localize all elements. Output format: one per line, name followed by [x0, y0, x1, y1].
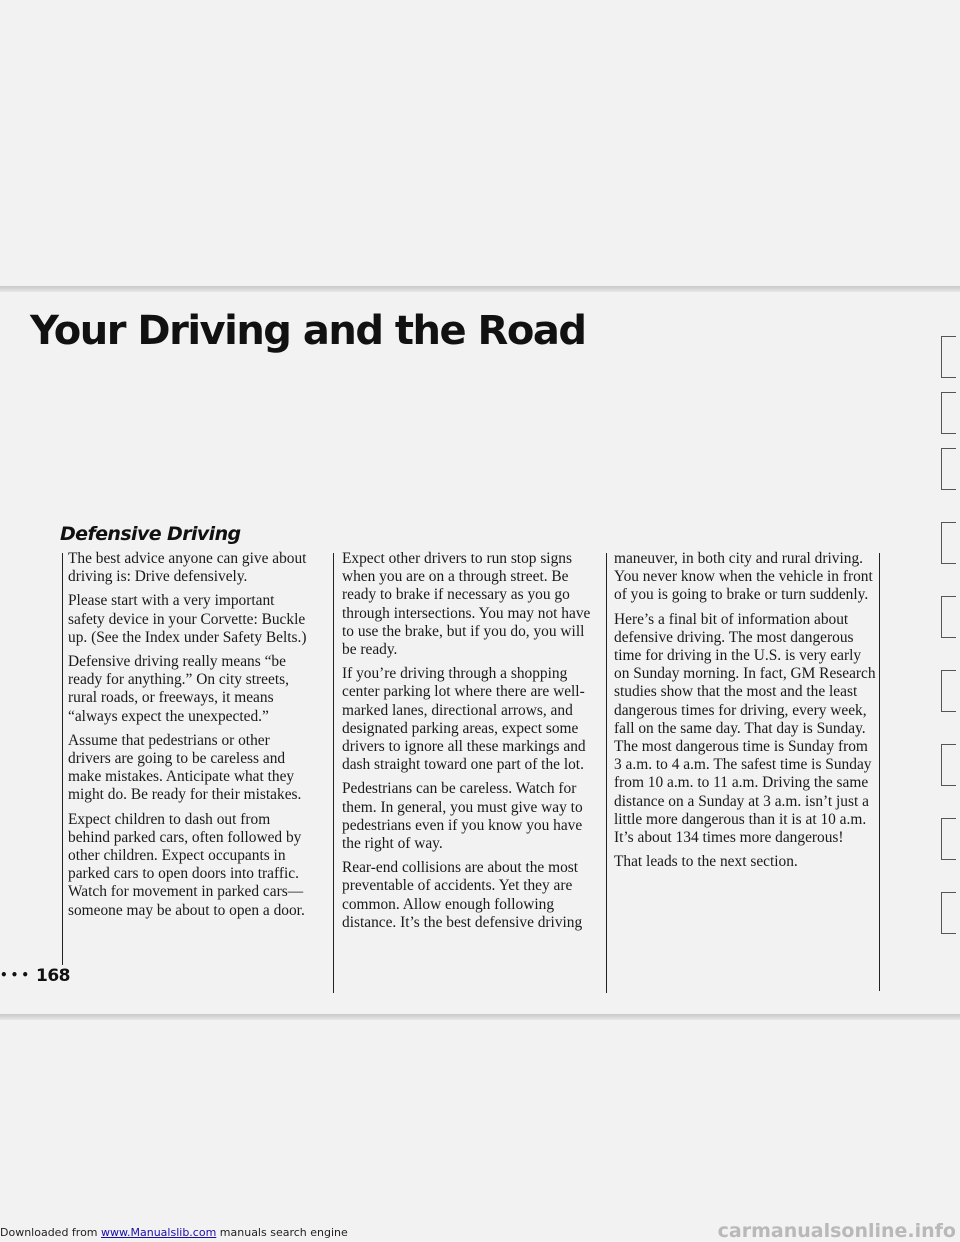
paragraph: If you’re driving through a shopping center parking lot where there are well-marked lanes, directional arrows, and designated parking areas, expect some drivers to ignore all these markings and dash straight toward one part of the lot.	[342, 665, 586, 774]
column-3	[614, 550, 876, 877]
paragraph: maneuver, in both city and rural driving. You never know when the vehicle in front of you is going to brake or turn suddenly.	[614, 550, 873, 604]
page-number	[0, 966, 70, 986]
page-dots: •••	[0, 968, 33, 982]
column-rule-2	[333, 553, 334, 993]
paragraph: Please start with a very important safety device in your Corvette: Buckle up. (See the Index under Safety Belts.)	[68, 592, 307, 646]
paragraph: Expect other drivers to run stop signs when you are on a through street. Be ready to brake if necessary as you go through intersections. You may not have to use the brake, but if you do, you will be ready.	[342, 550, 591, 659]
bottom-band	[0, 1014, 960, 1020]
paragraph: Rear-end collisions are about the most preventable of accidents. Yet they are common. Allow enough following distance. It’s the best defensive driving	[342, 859, 583, 931]
paragraph: Expect children to dash out from behind parked cars, often followed by other children. Expect occupants in parked cars to open doors into traffic. Watch for movement in parked cars—someone may be about to open a door.	[68, 810, 305, 919]
edge-tab	[941, 522, 956, 564]
watermark: carmanualsonline.info	[717, 1220, 956, 1242]
column-2	[342, 550, 602, 938]
page-number-value: 168	[36, 966, 71, 986]
edge-tab	[941, 392, 956, 434]
paragraph: That leads to the next section.	[614, 853, 798, 871]
edge-tab	[941, 818, 956, 860]
paragraph: Here’s a final bit of information about defensive driving. The most dangerous time for driving in the U.S. is very early on Sunday morning. In fact, GM Research studies show that the most and the least dangerous times for driving, every week, fall on the same day. That day is Sunday. The most dangerous time is Sunday from 3 a.m. to 4 a.m. The safest time is Sunday from 10 a.m. to 11 a.m. Driving the same distance on a Sunday at 3 a.m. isn’t just a little more dangerous than it is at 10 a.m. It’s about 134 times more dangerous!	[614, 610, 876, 847]
column-1	[68, 550, 314, 926]
manualslib-link[interactable]: www.Manualslib.com	[101, 1226, 217, 1239]
footer-prefix: Downloaded from	[0, 1226, 102, 1239]
page-title: Your Driving and the Road	[30, 308, 586, 354]
download-footer	[0, 1220, 960, 1242]
edge-tab	[941, 892, 956, 934]
column-rule-left	[62, 553, 63, 965]
column-rule-right	[879, 553, 880, 991]
paragraph: Defensive driving really means “be ready for anything.” On city streets, rural roads, or freeways, it means “always expect the unexpected.”	[68, 653, 289, 725]
edge-tab	[941, 670, 956, 712]
edge-tab	[941, 744, 956, 786]
section-heading: Defensive Driving	[60, 523, 241, 545]
edge-tab	[941, 336, 956, 378]
edge-tab	[941, 596, 956, 638]
paragraph: Pedestrians can be careless. Watch for them. In general, you must give way to pedestrians even if you know you have the right of way.	[342, 780, 583, 853]
edge-tab	[941, 448, 956, 490]
paragraph: Assume that pedestrians or other drivers are going to be careless and make mistakes. Anticipate what they might do. Be ready for their mistakes.	[68, 731, 302, 804]
footer-suffix: manuals search engine	[216, 1226, 348, 1239]
paragraph: The best advice anyone can give about driving is: Drive defensively.	[68, 550, 307, 586]
top-band	[0, 286, 960, 292]
column-rule-3	[606, 553, 607, 993]
